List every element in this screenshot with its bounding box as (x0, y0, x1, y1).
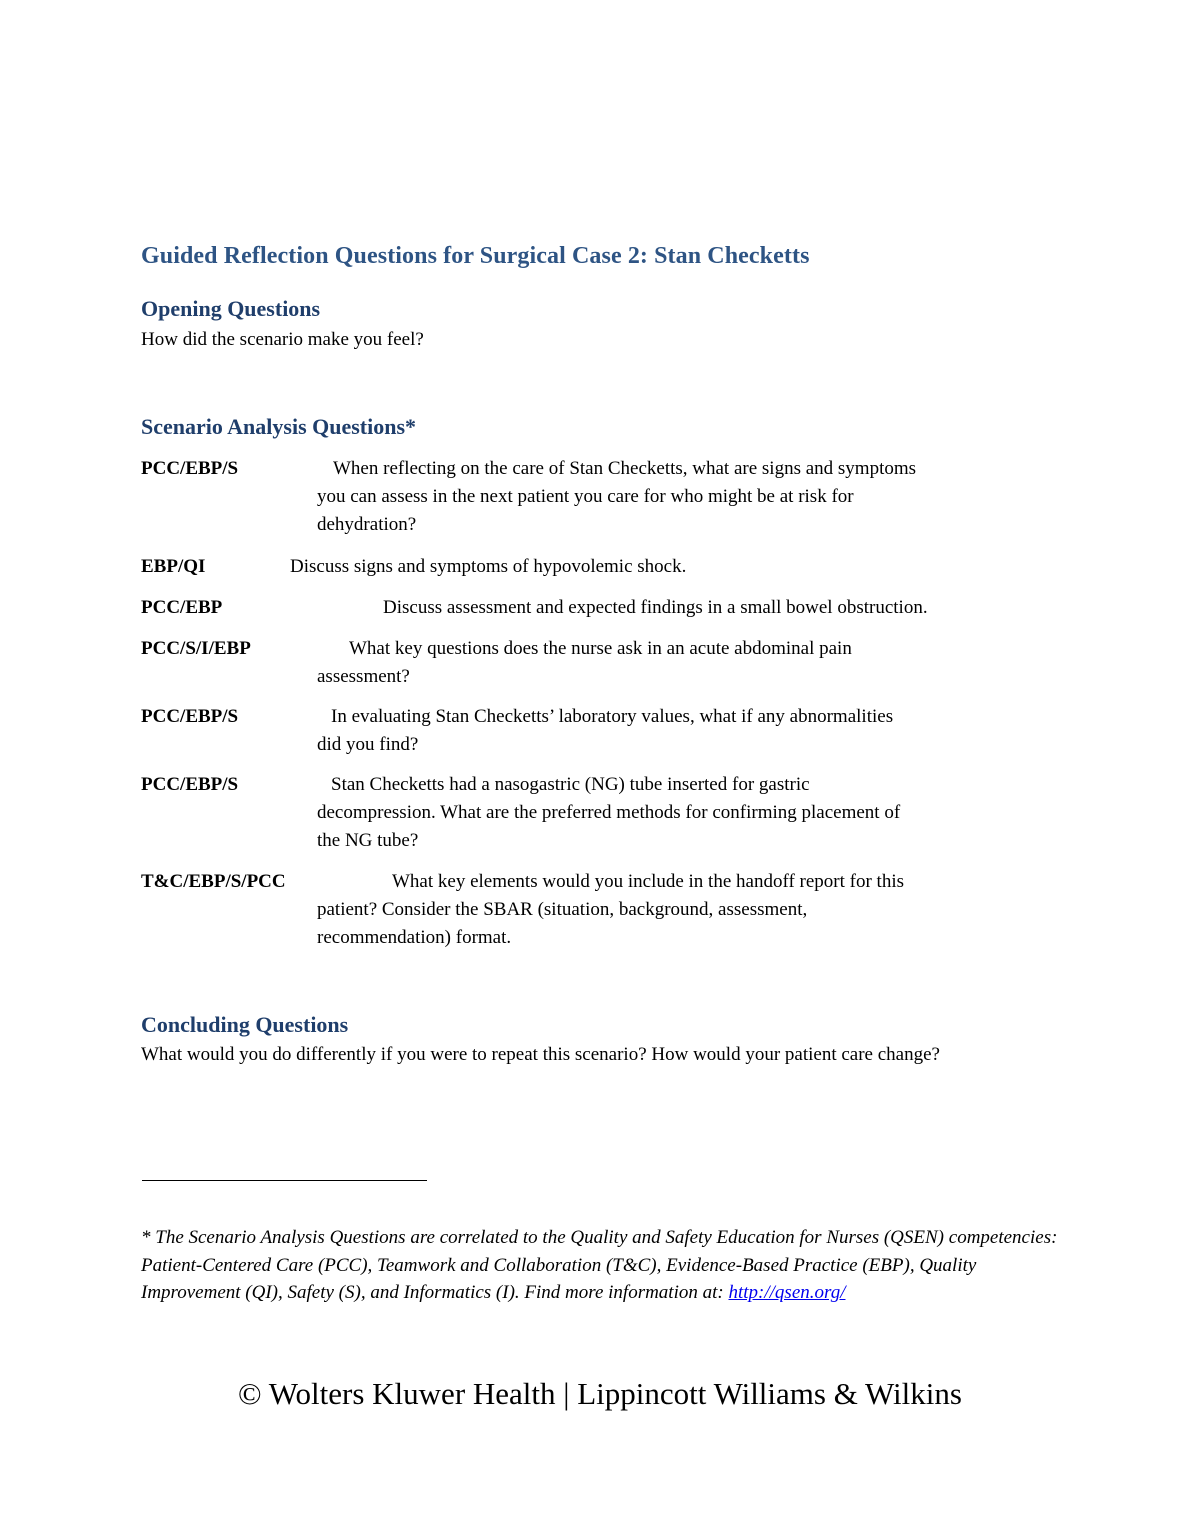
question-tag: PCC/EBP/S (141, 774, 239, 795)
question-text: In evaluating Stan Checketts’ laboratory values, what if any abnormalities (331, 706, 894, 727)
concluding-questions-heading: Concluding Questions (141, 1012, 349, 1037)
question-text: recommendation) format. (317, 927, 512, 948)
footnote (141, 1224, 1066, 1307)
qsen-link[interactable]: http://qsen.org/ (728, 1282, 846, 1303)
opening-question: How did the scenario make you feel? (141, 329, 424, 350)
scenario-analysis-heading: Scenario Analysis Questions* (141, 414, 417, 439)
opening-questions-heading: Opening Questions (141, 296, 321, 321)
question-tag: T&C/EBP/S/PCC (141, 871, 286, 892)
question-text: the NG tube? (317, 830, 419, 851)
concluding-question: What would you do differently if you were to repeat this scenario? How would your patient care change? (141, 1044, 940, 1065)
question-text: Stan Checketts had a nasogastric (NG) tube inserted for gastric (331, 774, 810, 795)
question-text: decompression. What are the preferred methods for confirming placement of (317, 802, 901, 823)
footnote-separator (142, 1180, 427, 1181)
question-text: you can assess in the next patient you care for who might be at risk for (317, 486, 854, 507)
question-text: What key questions does the nurse ask in an acute abdominal pain (349, 638, 852, 659)
question-text: Discuss assessment and expected findings in a small bowel obstruction. (383, 597, 928, 618)
question-text: did you find? (317, 734, 419, 755)
question-tag: PCC/EBP/S (141, 458, 239, 479)
question-text: dehydration? (317, 514, 417, 535)
question-tag: PCC/S/I/EBP (141, 638, 251, 659)
question-text: patient? Consider the SBAR (situation, background, assessment, (317, 899, 808, 920)
footnote-text: * The Scenario Analysis Questions are correlated to the Quality and Safety Education for Nurses (QSEN) competencies: Patient-Centered Care (PCC), Teamwork and Collaboration (T&C), Evidence-Based Practice (EBP), Quality Improvement (QI), Safety (S), and Informatics (I). Find more information at: (141, 1227, 1058, 1303)
question-text: What key elements would you include in the handoff report for this (392, 871, 904, 892)
question-text: assessment? (317, 666, 410, 687)
question-tag: PCC/EBP/S (141, 706, 239, 727)
question-text: When reflecting on the care of Stan Checketts, what are signs and symptoms (333, 458, 917, 479)
question-tag: EBP/QI (141, 556, 206, 577)
copyright-notice: © Wolters Kluwer Health | Lippincott Williams & Wilkins (238, 1376, 962, 1411)
document-title: Guided Reflection Questions for Surgical Case 2: Stan Checketts (141, 243, 810, 269)
question-text: Discuss signs and symptoms of hypovolemic shock. (290, 556, 687, 577)
question-tag: PCC/EBP (141, 597, 223, 618)
